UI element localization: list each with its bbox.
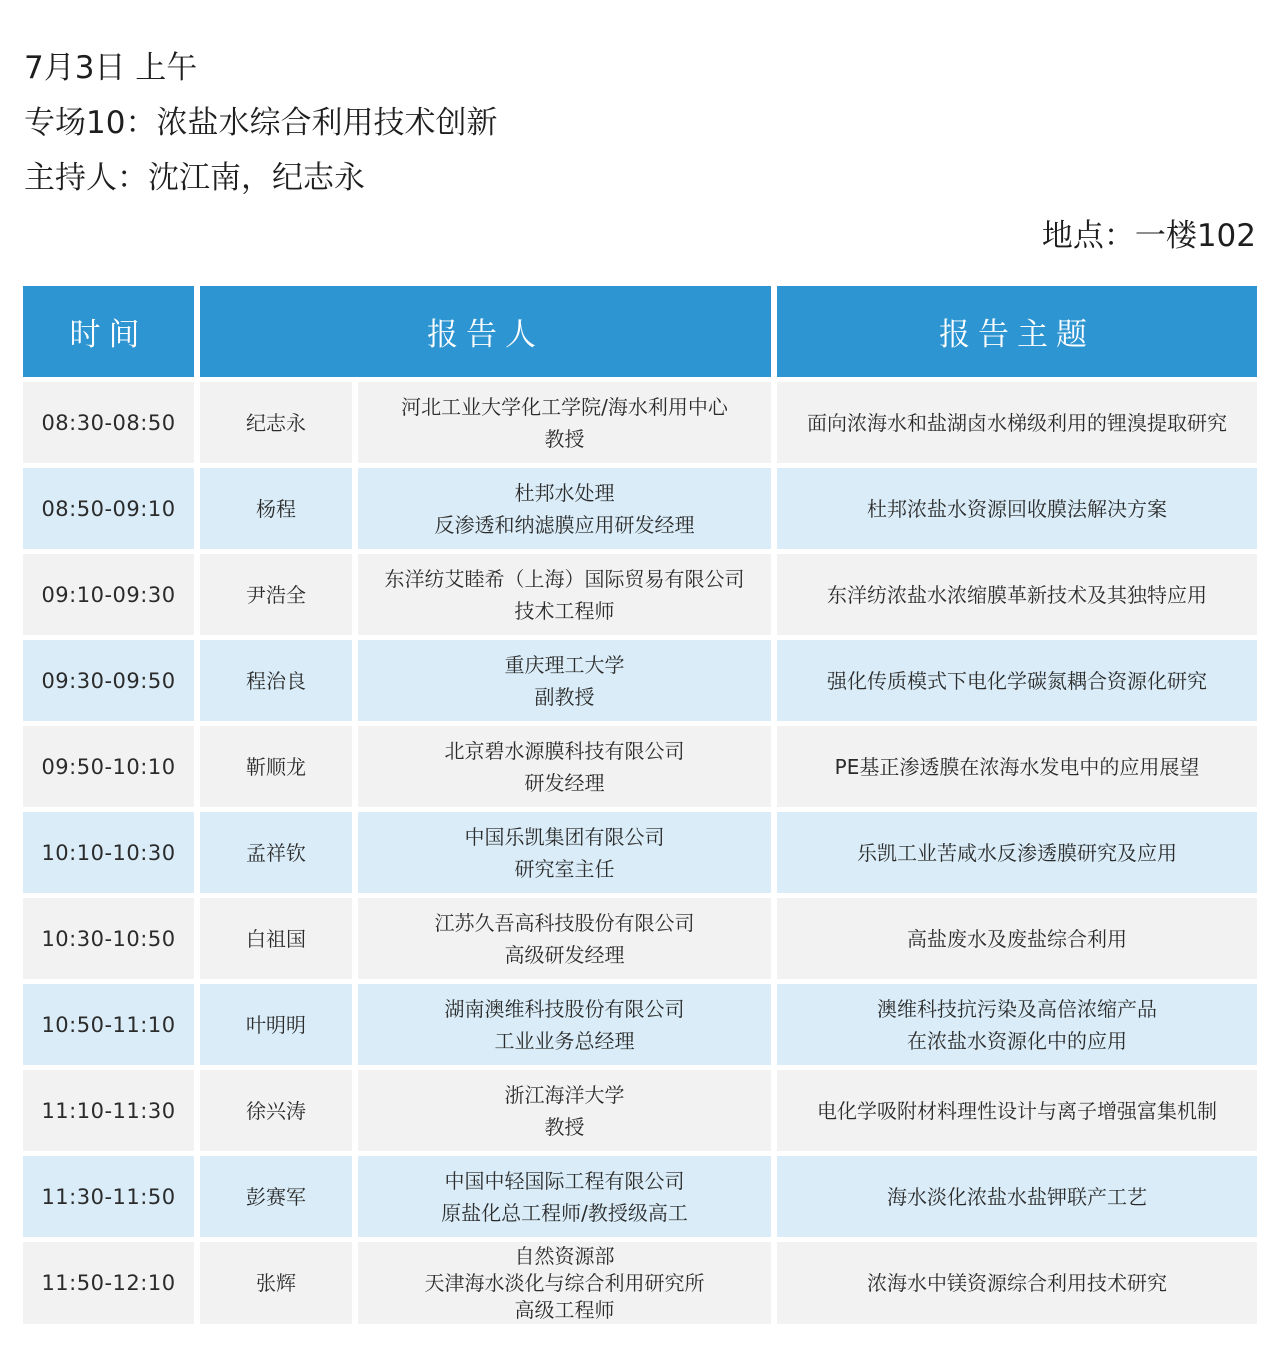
cell-speaker-name: 杨程: [200, 468, 352, 549]
topic-line: 电化学吸附材料理性设计与离子增强富集机制: [817, 1098, 1217, 1123]
affiliation-line: 杜邦水处理: [514, 480, 615, 505]
affiliation-line: 反渗透和纳滤膜应用研发经理: [434, 512, 695, 537]
affiliation-line: 教授: [544, 1114, 585, 1139]
cell-topic: [777, 382, 1257, 463]
table-row: [23, 1242, 1257, 1324]
topic-line: PE基正渗透膜在浓海水发电中的应用展望: [834, 754, 1200, 779]
affiliation-line: 重庆理工大学: [504, 652, 625, 677]
cell-speaker-name: 孟祥钦: [200, 812, 352, 893]
affiliation-line: 技术工程师: [514, 598, 615, 623]
affiliation-line: 高级研发经理: [504, 942, 625, 967]
affiliation-line: 江苏久吾高科技股份有限公司: [434, 910, 695, 935]
cell-speaker-affiliation: [358, 984, 771, 1065]
table-row: [23, 554, 1257, 635]
schedule-table: [23, 286, 1257, 1324]
cell-time: 11:10-11:30: [23, 1070, 194, 1151]
cell-speaker-affiliation: [358, 812, 771, 893]
cell-time: 09:50-10:10: [23, 726, 194, 807]
affiliation-line: 研发经理: [524, 770, 605, 795]
cell-speaker-affiliation: [358, 554, 771, 635]
affiliation-line: 研究室主任: [514, 856, 615, 881]
cell-topic: [777, 1070, 1257, 1151]
cell-topic: [777, 898, 1257, 979]
affiliation-line: 教授: [544, 426, 585, 451]
table-row: [23, 1070, 1257, 1151]
cell-time: 08:30-08:50: [23, 382, 194, 463]
table-body: [23, 382, 1257, 1324]
table-row: [23, 1156, 1257, 1237]
cell-time: 09:10-09:30: [23, 554, 194, 635]
table-row: [23, 726, 1257, 807]
cell-topic: [777, 1156, 1257, 1237]
affiliation-line: 高级工程师: [514, 1297, 615, 1322]
cell-topic: [777, 812, 1257, 893]
cell-time: 11:50-12:10: [23, 1242, 194, 1324]
topic-line: 浓海水中镁资源综合利用技术研究: [867, 1271, 1167, 1295]
cell-speaker-name: 徐兴涛: [200, 1070, 352, 1151]
cell-topic: [777, 468, 1257, 549]
table-row: [23, 382, 1257, 463]
cell-speaker-name: 白祖国: [200, 898, 352, 979]
cell-topic: [777, 554, 1257, 635]
cell-time: 10:50-11:10: [23, 984, 194, 1065]
cell-speaker-name: 彭赛军: [200, 1156, 352, 1237]
cell-topic: [777, 726, 1257, 807]
topic-line: 面向浓海水和盐湖卤水梯级利用的锂溴提取研究: [807, 410, 1227, 435]
affiliation-line: 工业业务总经理: [494, 1028, 635, 1053]
cell-speaker-affiliation: [358, 382, 771, 463]
column-header-speaker: 报告人: [200, 286, 771, 377]
affiliation-line: 北京碧水源膜科技有限公司: [444, 738, 685, 763]
cell-topic: [777, 1242, 1257, 1324]
affiliation-line: 副教授: [534, 684, 595, 709]
topic-line: 杜邦浓盐水资源回收膜法解决方案: [867, 496, 1167, 521]
cell-speaker-affiliation: [358, 468, 771, 549]
cell-speaker-name: 靳顺龙: [200, 726, 352, 807]
table-row: [23, 640, 1257, 721]
cell-time: 10:30-10:50: [23, 898, 194, 979]
cell-speaker-name: 尹浩全: [200, 554, 352, 635]
affiliation-line: 东洋纺艾睦希（上海）国际贸易有限公司: [384, 566, 745, 591]
affiliation-line: 中国乐凯集团有限公司: [464, 824, 665, 849]
cell-time: 09:30-09:50: [23, 640, 194, 721]
cell-speaker-affiliation: [358, 640, 771, 721]
affiliation-line: 中国中轻国际工程有限公司: [444, 1168, 685, 1193]
table-row: [23, 898, 1257, 979]
session-title: 专场10：浓盐水综合利用技术创新: [24, 105, 498, 141]
cell-speaker-affiliation: [358, 898, 771, 979]
session-date: 7月3日 上午: [24, 50, 198, 86]
cell-topic: [777, 984, 1257, 1065]
topic-line: 东洋纺浓盐水浓缩膜革新技术及其独特应用: [827, 582, 1207, 607]
affiliation-line: 自然资源部: [514, 1243, 615, 1268]
topic-line: 高盐废水及废盐综合利用: [907, 926, 1127, 951]
column-header-time: 时间: [23, 286, 194, 377]
topic-line: 海水淡化浓盐水盐钾联产工艺: [887, 1184, 1147, 1209]
affiliation-line: 浙江海洋大学: [504, 1082, 625, 1107]
session-hosts: 主持人：沈江南，纪志永: [24, 160, 365, 196]
table-header: [23, 286, 1257, 377]
cell-speaker-affiliation: [358, 1070, 771, 1151]
topic-line: 乐凯工业苦咸水反渗透膜研究及应用: [857, 840, 1177, 865]
cell-speaker-name: 纪志永: [200, 382, 352, 463]
affiliation-line: 天津海水淡化与综合利用研究所: [424, 1270, 705, 1295]
topic-line: 强化传质模式下电化学碳氮耦合资源化研究: [827, 668, 1207, 693]
cell-speaker-affiliation: [358, 1242, 771, 1324]
cell-time: 10:10-10:30: [23, 812, 194, 893]
affiliation-line: 湖南澳维科技股份有限公司: [444, 996, 685, 1021]
cell-time: 11:30-11:50: [23, 1156, 194, 1237]
cell-time: 08:50-09:10: [23, 468, 194, 549]
table-row: [23, 984, 1257, 1065]
venue-label: 地点：一楼102: [1041, 218, 1256, 254]
cell-speaker-affiliation: [358, 726, 771, 807]
affiliation-line: 原盐化总工程师/教授级高工: [441, 1200, 688, 1225]
cell-speaker-name: 叶明明: [200, 984, 352, 1065]
column-header-topic: 报告主题: [777, 286, 1257, 377]
affiliation-line: 河北工业大学化工学院/海水利用中心: [401, 394, 728, 419]
cell-speaker-name: 程治良: [200, 640, 352, 721]
topic-line: 在浓盐水资源化中的应用: [907, 1028, 1127, 1053]
cell-topic: [777, 640, 1257, 721]
cell-speaker-affiliation: [358, 1156, 771, 1237]
topic-line: 澳维科技抗污染及高倍浓缩产品: [877, 996, 1157, 1021]
cell-speaker-name: 张辉: [200, 1242, 352, 1324]
table-row: [23, 812, 1257, 893]
table-row: [23, 468, 1257, 549]
